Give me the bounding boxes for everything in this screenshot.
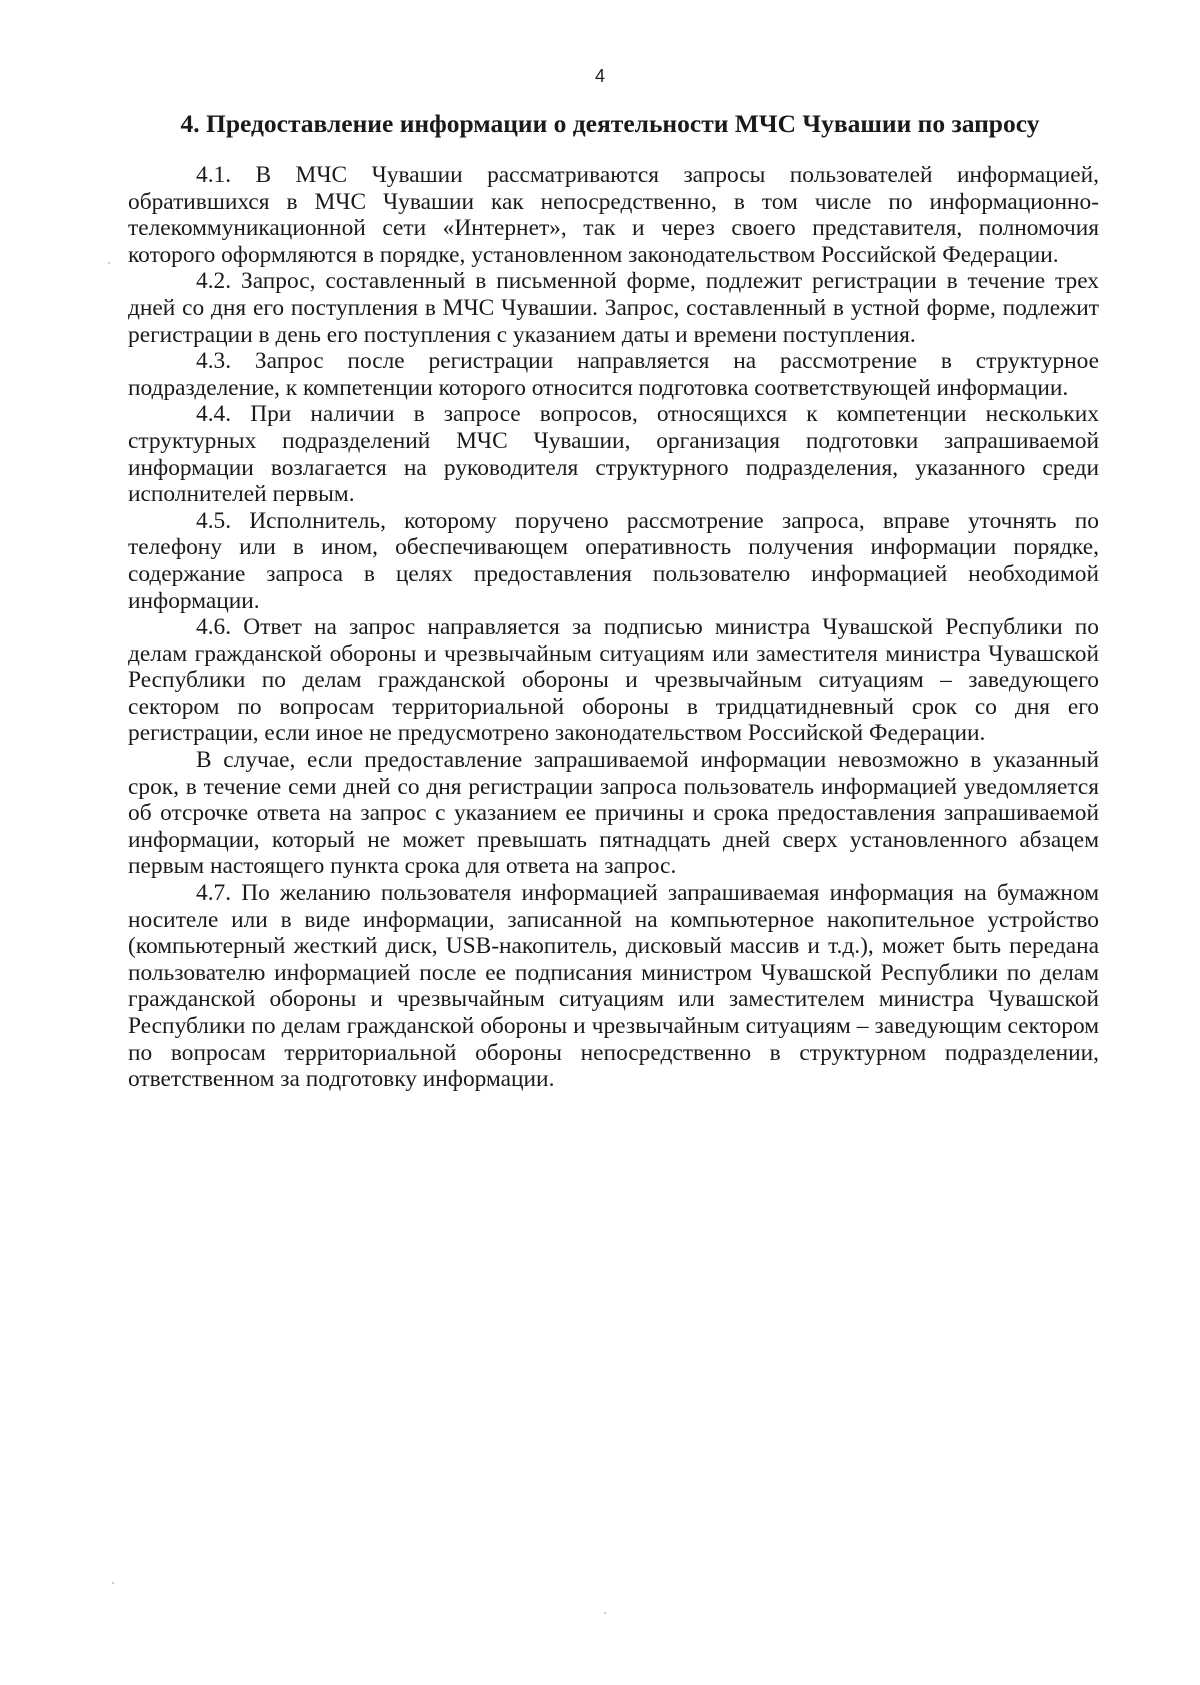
paragraph-4-3: 4.3. Запрос после регистрации направляется на рассмотрение в структурное подразделение, к компетенции которого относится подготовка соответствующей информации. (128, 348, 1099, 401)
document-body (128, 162, 1099, 1093)
paragraph-4-4: 4.4. При наличии в запросе вопросов, относящихся к компетенции нескольких структурных подразделений МЧС Чувашии, организация подготовки запрашиваемой информации возлагается на руководителя структурного подразделения, указанного среди исполнителей первым. (128, 401, 1099, 508)
paragraph-4-7: 4.7. По желанию пользователя информацией запрашиваемая информация на бумажном носителе или в виде информации, записанной на компьютерное накопительное устройство (компьютерный жесткий диск, USB-накопитель, дисковый массив и т.д.), может быть передана пользователю информацией после ее подписания министром Чувашской Республики по делам гражданской обороны и чрезвычайным ситуациям или заместителем министра Чувашской Республики по делам гражданской обороны и чрезвычайным ситуациям – заведующим сектором по вопросам территориальной обороны непосредственно в структурном подразделении, ответственном за подготовку информации. (128, 880, 1099, 1093)
paragraph-4-6: 4.6. Ответ на запрос направляется за подписью министра Чувашской Республики по делам гражданской обороны и чрезвычайным ситуациям или заместителя министра Чувашской Республики по делам гражданской обороны и чрезвычайным ситуациям – заведующего сектором по вопросам территориальной обороны в тридцатидневный срок со дня его регистрации, если иное не предусмотрено законодательством Российской Федерации. (128, 614, 1099, 747)
section-title: 4. Предоставление информации о деятельности МЧС Чувашии по запросу (180, 109, 1040, 138)
scan-speck (604, 1612, 606, 1614)
paragraph-4-5: 4.5. Исполнитель, которому поручено рассмотрение запроса, вправе уточнять по телефону или в ином, обеспечивающем оперативность получения информации порядке, содержание запроса в целях предоставления пользователю информацией необходимой информации. (128, 507, 1099, 614)
scan-speck (108, 262, 110, 264)
scan-speck (112, 1582, 114, 1584)
paragraph-4-2: 4.2. Запрос, составленный в письменной форме, подлежит регистрации в течение трех дней со дня его поступления в МЧС Чувашии. Запрос, составленный в устной форме, подлежит регистрации в день его поступления с указанием даты и времени поступления. (128, 268, 1099, 348)
paragraph-4-1: 4.1. В МЧС Чувашии рассматриваются запросы пользователей информацией, обратившихся в МЧС Чувашии как непосредственно, в том числе по информационно-телекоммуникационной сети «Интернет», так и через своего представителя, полномочия которого оформляются в порядке, установленном законодательством Российской Федерации. (128, 162, 1099, 268)
page-number: 4 (594, 66, 605, 86)
paragraph-4-6-continued: В случае, если предоставление запрашиваемой информации невозможно в указанный срок, в течение семи дней со дня регистрации запроса пользователь информацией уведомляется об отсрочке ответа на запрос с указанием ее причины и срока предоставления запрашиваемой информации, который не может превышать пятнадцать дней сверх установленного абзацем первым настоящего пункта срока для ответа на запрос. (128, 747, 1099, 880)
